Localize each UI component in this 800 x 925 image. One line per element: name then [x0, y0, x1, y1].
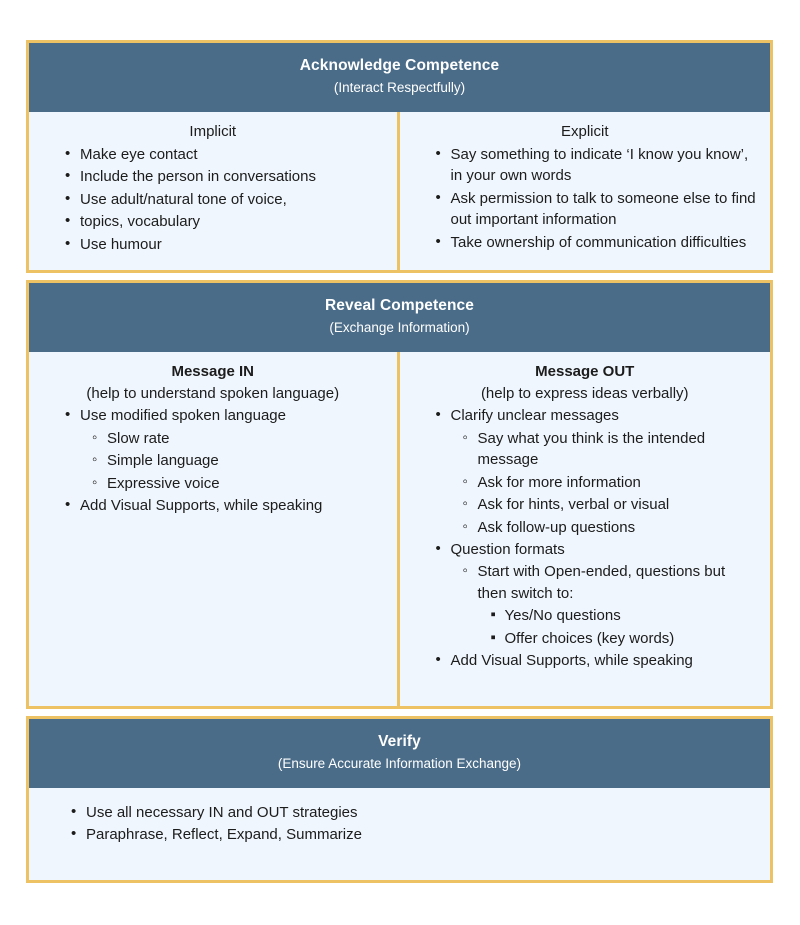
bullet-sublist	[436, 428, 759, 538]
list-item	[436, 405, 759, 426]
section-header-band	[29, 43, 770, 112]
column-subtitle: (help to understand spoken language)	[86, 385, 340, 403]
column-explicit	[400, 112, 771, 270]
section-acknowledge-competence	[26, 40, 773, 273]
list-item	[65, 405, 385, 426]
verify-body	[29, 788, 770, 880]
list-item-text: Ask follow-up questions	[477, 518, 636, 536]
band-subtitle: (Exchange Information)	[329, 320, 470, 336]
list-item	[463, 428, 759, 471]
list-item-text: Ask permission to talk to someone else to find out important information	[450, 189, 756, 229]
list-item	[92, 428, 385, 449]
list-item-text: Start with Open-ended, questions but then switch to:	[477, 563, 726, 602]
column-title: Message OUT	[535, 362, 635, 380]
column-title: Explicit	[560, 122, 609, 140]
list-item-text: Say something to indicate ‘I know you know’, in your own words	[450, 145, 749, 185]
list-item-text: Make eye contact	[80, 145, 198, 163]
bullet-subsublist	[463, 605, 759, 649]
list-item	[463, 517, 759, 538]
list-item-text: Question formats	[450, 540, 565, 558]
list-item	[463, 472, 759, 493]
list-item	[490, 605, 759, 626]
band-subtitle: (Interact Respectfully)	[333, 80, 466, 96]
column-subtitle: (help to express ideas verbally)	[480, 385, 689, 403]
list-item	[436, 650, 759, 671]
band-title: Verify	[378, 733, 421, 751]
list-item	[65, 166, 385, 187]
list-item	[463, 561, 759, 604]
list-item-text: Use humour	[80, 235, 162, 253]
list-item-text: Paraphrase, Reflect, Expand, Summarize	[86, 826, 362, 844]
list-item	[65, 234, 385, 255]
list-item	[65, 189, 385, 210]
list-item-text: Offer choices (key words)	[504, 629, 675, 647]
list-item-text: Say what you think is the intended message	[477, 429, 706, 469]
section-columns	[29, 352, 770, 707]
bullet-list	[412, 144, 759, 253]
list-item-text: Use modified spoken language	[80, 407, 286, 425]
list-item	[65, 495, 385, 516]
bullet-sublist	[436, 561, 759, 649]
list-item	[436, 144, 759, 187]
list-item-text: Ask for more information	[477, 473, 641, 491]
list-item	[490, 628, 759, 649]
section-verify	[26, 716, 773, 883]
list-item-text: Slow rate	[107, 429, 170, 447]
column-title: Message IN	[171, 362, 255, 380]
list-item-text: Add Visual Supports, while speaking	[450, 652, 693, 670]
list-item-text: Expressive voice	[107, 474, 220, 492]
list-item	[71, 824, 758, 845]
list-item	[71, 802, 758, 823]
band-title: Reveal Competence	[324, 297, 474, 315]
section-columns	[29, 112, 770, 270]
section-header-band	[29, 719, 770, 788]
list-item	[436, 232, 759, 253]
list-item-text: Take ownership of communication difficulties	[450, 233, 747, 251]
list-item-text: topics, vocabulary	[80, 213, 201, 231]
section-reveal-competence	[26, 280, 773, 709]
list-item	[65, 144, 385, 165]
list-item	[463, 494, 759, 515]
list-item-text: Ask for hints, verbal or visual	[477, 496, 670, 514]
bullet-list	[41, 144, 385, 255]
list-item-text: Yes/No questions	[504, 607, 621, 625]
list-item-text: Use all necessary IN and OUT strategies	[86, 804, 358, 821]
list-item	[65, 211, 385, 232]
column-title: Implicit	[189, 122, 237, 140]
list-item-text: Include the person in conversations	[80, 168, 316, 186]
bullet-list	[41, 405, 385, 516]
list-item-text: Add Visual Supports, while speaking	[80, 497, 323, 515]
column-implicit	[29, 112, 400, 270]
list-item-text: Simple language	[107, 452, 219, 470]
bullet-sublist	[65, 428, 385, 494]
list-item	[436, 539, 759, 560]
column-message-in	[29, 352, 400, 707]
list-item	[92, 473, 385, 494]
list-item-text: Clarify unclear messages	[450, 407, 619, 425]
list-item	[92, 450, 385, 471]
list-item	[436, 188, 759, 231]
column-message-out	[400, 352, 771, 707]
band-title: Acknowledge Competence	[299, 57, 500, 74]
list-item-text: Use adult/natural tone of voice,	[80, 190, 287, 208]
section-header-band	[29, 283, 770, 352]
bullet-list	[412, 405, 759, 671]
bullet-list	[63, 802, 758, 846]
band-subtitle: (Ensure Accurate Information Exchange)	[277, 756, 522, 772]
